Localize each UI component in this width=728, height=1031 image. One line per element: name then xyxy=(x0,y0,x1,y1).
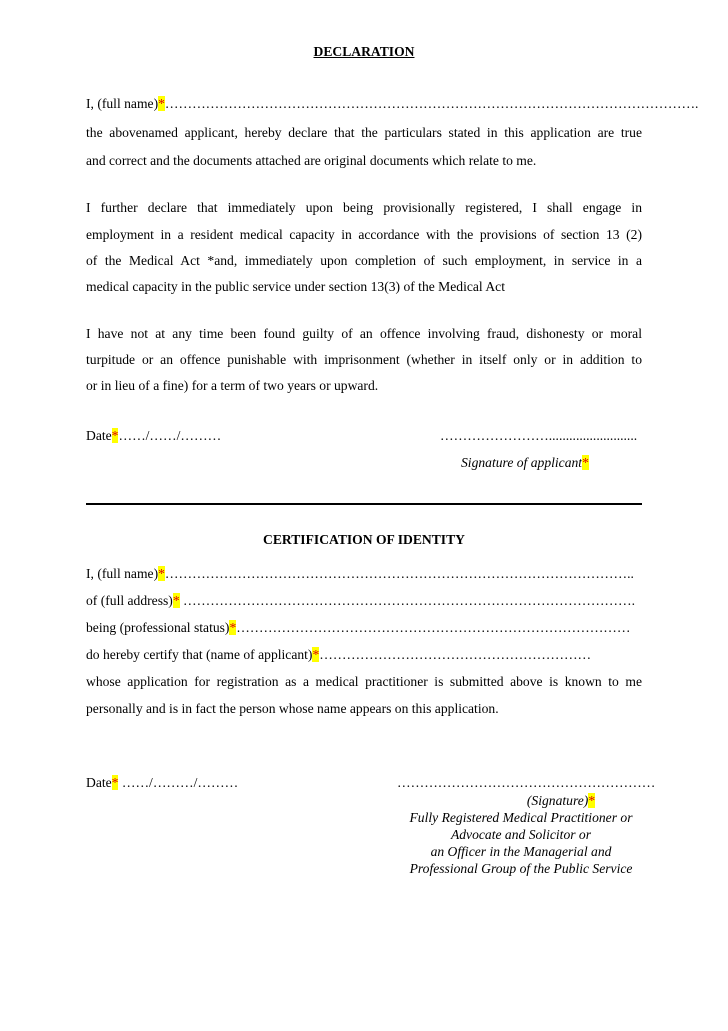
certification-title: CERTIFICATION OF IDENTITY xyxy=(263,532,465,547)
certifier-signature-block xyxy=(388,792,654,877)
address-label: of (full address) xyxy=(86,593,173,608)
signature-label-text: (Signature) xyxy=(526,793,589,808)
required-asterisk: * xyxy=(158,566,165,581)
declaration-text-line: of the Medical Act *and, immediately upon completion of such employment, in service in a xyxy=(86,253,642,268)
required-asterisk: * xyxy=(158,96,165,111)
declaration-text-line: turpitude or an offence punishable with imprisonment (whether in itself only or in addition to xyxy=(86,352,642,367)
required-asterisk: * xyxy=(111,428,119,443)
signer-role-line: Fully Registered Medical Practitioner or xyxy=(409,810,633,825)
applicant-signature-field[interactable]: …………………….......................... xyxy=(440,428,638,443)
section-divider xyxy=(86,503,642,505)
declaration-date[interactable] xyxy=(86,428,221,444)
declaration-text-line: medical capacity in the public service under section 13(3) of the Medical Act xyxy=(86,279,505,294)
required-asterisk: * xyxy=(229,620,237,635)
name-label: I, (full name) xyxy=(86,96,159,111)
certifier-signature-field[interactable]: ………………………………………………… xyxy=(397,775,656,790)
certification-date[interactable] xyxy=(86,775,238,791)
date-label: Date xyxy=(86,775,112,790)
name-field-dots[interactable]: ………………………………………………………………………………………………………. xyxy=(164,96,699,111)
signer-role-line: an Officer in the Managerial and xyxy=(430,844,612,859)
required-asterisk: * xyxy=(312,647,320,662)
date-label: Date xyxy=(86,428,112,443)
name-field-dots[interactable]: ………………………………………………………………………………………….. xyxy=(164,566,634,581)
signature-label-text: Signature of applicant xyxy=(461,455,583,470)
certifier-address-line[interactable] xyxy=(86,593,635,609)
signer-role-line: Professional Group of the Public Service xyxy=(409,861,633,876)
certification-text-line: whose application for registration as a medical practitioner is submitted above is known to me xyxy=(86,674,642,689)
required-asterisk: * xyxy=(588,793,596,808)
declaration-text-line: employment in a resident medical capacity in accordance with the provisions of section 13 (2) xyxy=(86,227,642,242)
certification-text-line: personally and is in fact the person whose name appears on this application. xyxy=(86,701,499,716)
applicant-name-label: do hereby certify that (name of applicant) xyxy=(86,647,313,662)
declaration-name-line[interactable] xyxy=(86,96,698,112)
signer-role-line: Advocate and Solicitor or xyxy=(450,827,592,842)
declaration-text-line: I further declare that immediately upon being provisionally registered, I shall engage in xyxy=(86,200,642,215)
certifier-signature-label xyxy=(388,792,654,809)
date-field[interactable]: ……/……/……… xyxy=(118,428,222,443)
name-label: I, (full name) xyxy=(86,566,159,581)
status-label: being (professional status) xyxy=(86,620,230,635)
declaration-text-line: I have not at any time been found guilty of an offence involving fraud, dishonesty or moral xyxy=(86,326,642,341)
required-asterisk: * xyxy=(111,775,119,790)
date-field[interactable]: ……/………/……… xyxy=(118,775,239,790)
applicant-name-field-dots[interactable]: …………………………………………………… xyxy=(319,647,592,662)
applicant-signature-label xyxy=(461,455,589,471)
address-field-dots[interactable]: ………………………………………………………………………………………. xyxy=(179,593,636,608)
declaration-text-line: and correct and the documents attached are original documents which relate to me. xyxy=(86,153,537,168)
declaration-title: DECLARATION xyxy=(313,44,415,59)
required-asterisk: * xyxy=(172,593,180,608)
applicant-name-line[interactable] xyxy=(86,647,591,663)
status-field-dots[interactable]: …………………………………………………………………………… xyxy=(236,620,631,635)
required-asterisk: * xyxy=(582,455,589,470)
declaration-text-line: the abovenamed applicant, hereby declare that the particulars stated in this application are true xyxy=(86,125,642,140)
declaration-text-line: or in lieu of a fine) for a term of two years or upward. xyxy=(86,378,379,393)
certifier-name-line[interactable] xyxy=(86,566,634,582)
certifier-status-line[interactable] xyxy=(86,620,630,636)
